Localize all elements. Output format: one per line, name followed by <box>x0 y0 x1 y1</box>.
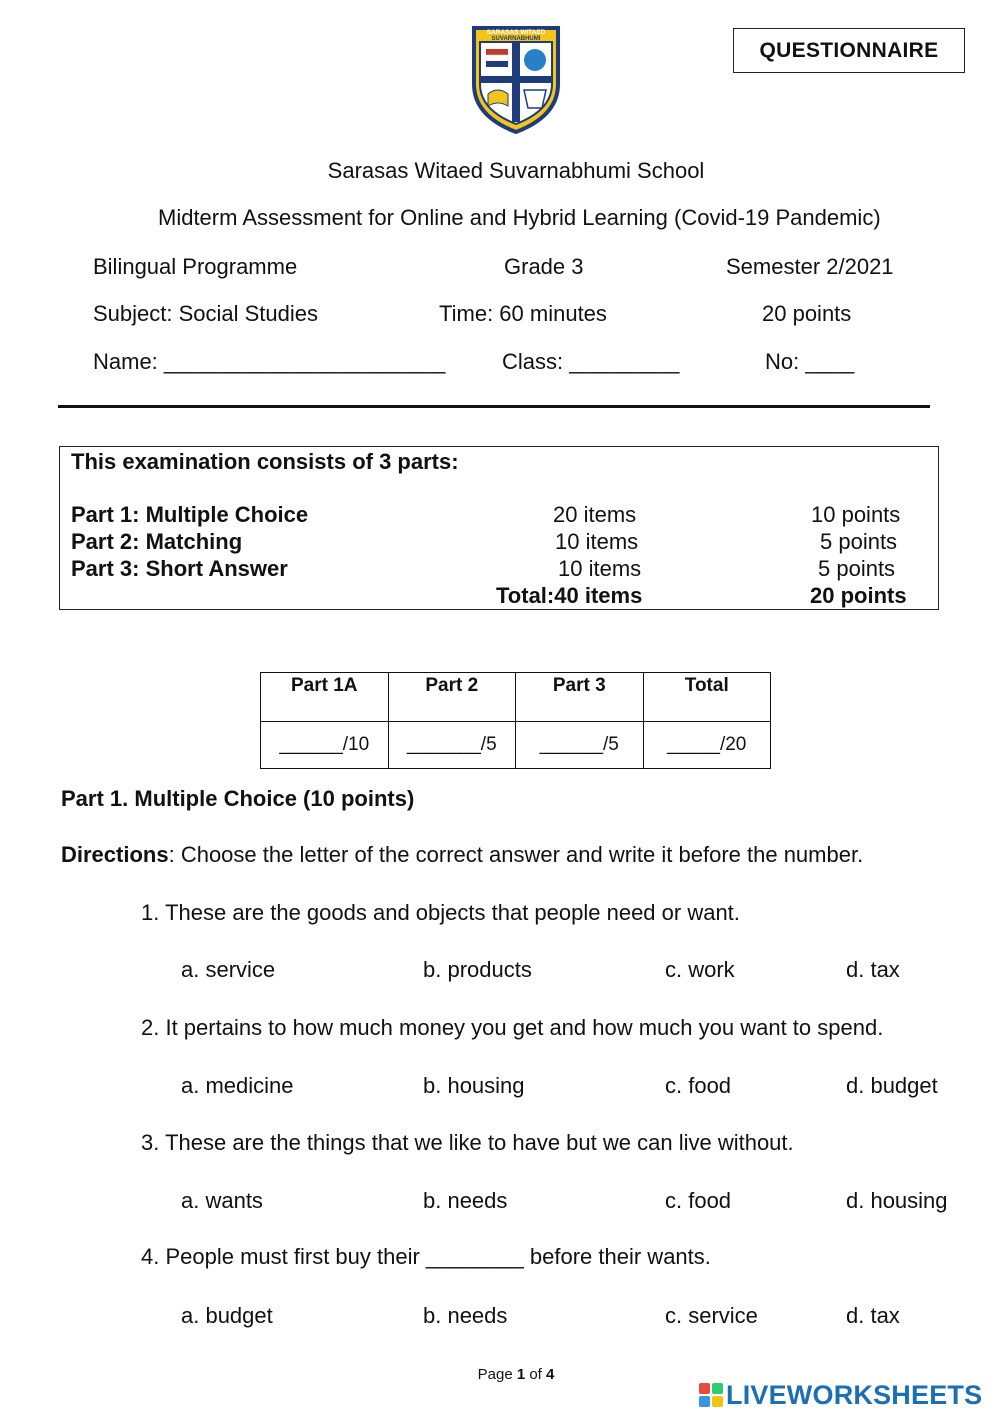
score-header: Total <box>643 673 771 722</box>
exam-part-name: Part 2: Matching <box>71 529 243 554</box>
answer-option[interactable]: b. products <box>423 957 532 982</box>
name-field[interactable]: Name: _______________________ <box>93 349 446 374</box>
class-field[interactable]: Class: _________ <box>502 349 680 374</box>
question-text: 1. These are the goods and objects that people need or want. <box>141 900 740 925</box>
answer-option[interactable]: c. service <box>665 1303 758 1328</box>
svg-text:SARASAS WITAED: SARASAS WITAED <box>486 29 546 36</box>
grade-label: Grade 3 <box>504 254 584 279</box>
liveworksheets-brand: LIVEWORKSHEETS <box>726 1379 983 1410</box>
answer-option[interactable]: a. service <box>181 957 276 982</box>
time-label: Time: 60 minutes <box>439 301 607 326</box>
score-table <box>260 672 771 769</box>
exam-part-points: 5 points <box>820 529 898 554</box>
school-crest-logo <box>468 24 564 136</box>
answer-option[interactable]: a. budget <box>181 1303 273 1328</box>
exam-part-items: 20 items <box>553 502 637 527</box>
page-number: Page 1 of 4 <box>477 1366 555 1383</box>
questionnaire-label: QUESTIONNAIRE <box>733 28 965 73</box>
exam-part-items: 10 items <box>555 529 639 554</box>
exam-total-points: 20 points <box>810 583 907 608</box>
answer-option[interactable]: d. tax <box>846 957 900 982</box>
school-name: Sarasas Witaed Suvarnabhumi School <box>327 158 705 183</box>
answer-option[interactable]: c. food <box>665 1073 732 1098</box>
directions-text: : Choose the letter of the correct answer and write it before the number. <box>168 842 864 867</box>
directions-label: Directions <box>61 842 169 867</box>
part1-title: Part 1. Multiple Choice (10 points) <box>61 786 415 811</box>
programme-label: Bilingual Programme <box>93 254 298 279</box>
exam-part-name: Part 1: Multiple Choice <box>71 502 309 527</box>
header-divider <box>58 405 930 408</box>
exam-part-points: 10 points <box>811 502 901 527</box>
score-cell[interactable]: ______/5 <box>516 722 644 769</box>
subject-label: Subject: Social Studies <box>93 301 319 326</box>
exam-part-name: Part 3: Short Answer <box>71 556 288 581</box>
answer-option[interactable]: b. needs <box>423 1303 508 1328</box>
question-text: 4. People must first buy their ________ before their wants. <box>141 1244 711 1269</box>
exam-part-points: 5 points <box>818 556 896 581</box>
assessment-title: Midterm Assessment for Online and Hybrid Learning (Covid-19 Pandemic) <box>158 205 881 230</box>
liveworksheets-icon <box>698 1382 724 1408</box>
answer-option[interactable]: d. tax <box>846 1303 900 1328</box>
points-label: 20 points <box>762 301 852 326</box>
svg-text:SUVARNABHUMI: SUVARNABHUMI <box>491 36 541 42</box>
semester-label: Semester 2/2021 <box>726 254 894 279</box>
answer-option[interactable]: d. housing <box>846 1188 948 1213</box>
part1-directions <box>61 842 863 868</box>
score-cell[interactable]: ______/10 <box>261 722 389 769</box>
liveworksheets-logo[interactable] <box>698 1380 982 1410</box>
question-text: 3. These are the things that we like to have but we can live without. <box>141 1130 794 1155</box>
score-cell[interactable]: _______/5 <box>388 722 516 769</box>
answer-option[interactable]: c. work <box>665 957 735 982</box>
exam-parts-intro: This examination consists of 3 parts: <box>71 449 459 474</box>
score-header: Part 3 <box>516 673 644 722</box>
answer-option[interactable]: b. needs <box>423 1188 508 1213</box>
score-header: Part 1A <box>261 673 389 722</box>
answer-option[interactable]: c. food <box>665 1188 732 1213</box>
question-text: 2. It pertains to how much money you get and how much you want to spend. <box>141 1015 884 1040</box>
exam-part-items: 10 items <box>558 556 642 581</box>
score-cell[interactable]: _____/20 <box>643 722 771 769</box>
answer-option[interactable]: b. housing <box>423 1073 525 1098</box>
answer-option[interactable]: a. wants <box>181 1188 263 1213</box>
answer-option[interactable]: a. medicine <box>181 1073 294 1098</box>
answer-option[interactable]: d. budget <box>846 1073 938 1098</box>
score-header: Part 2 <box>388 673 516 722</box>
exam-total-items: Total:40 items <box>496 583 643 608</box>
number-field[interactable]: No: ____ <box>765 349 855 374</box>
